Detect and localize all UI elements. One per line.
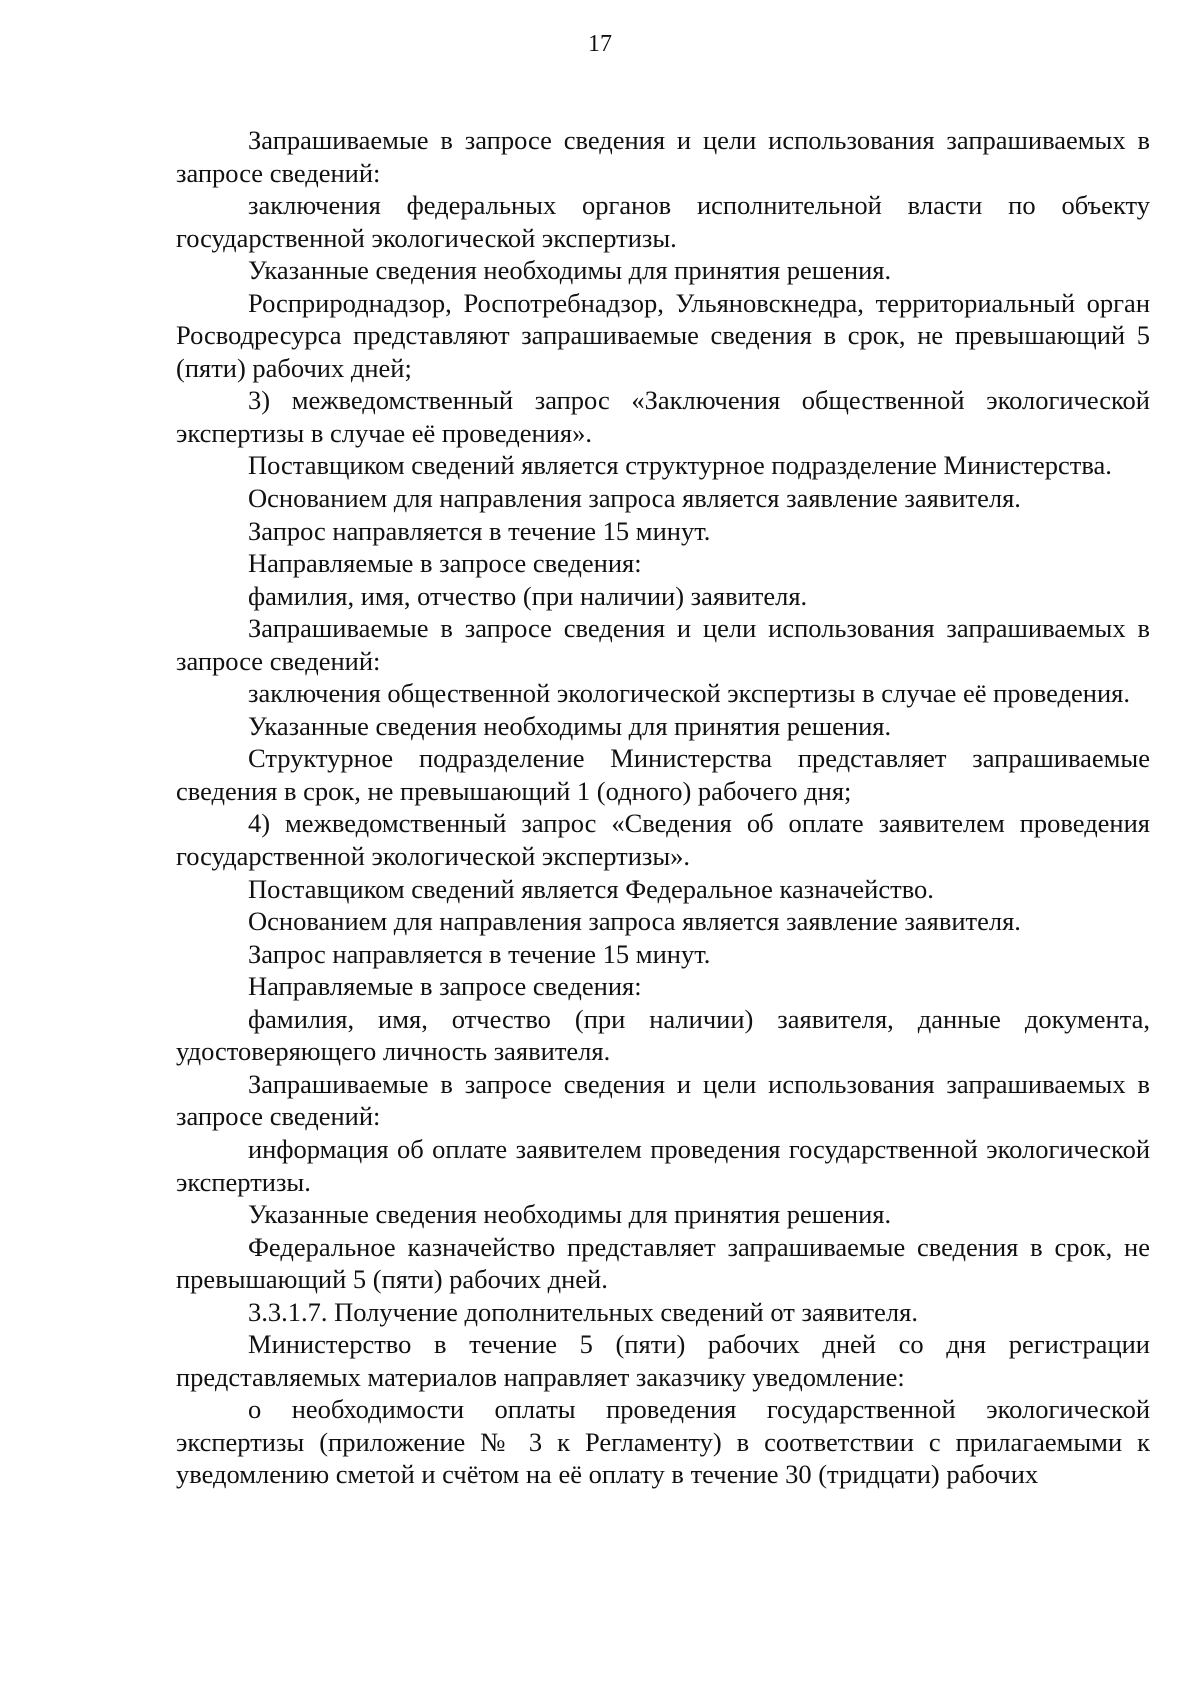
paragraph: Указанные сведения необходимы для принятия решения. <box>248 1199 892 1230</box>
document-body <box>176 124 1150 1491</box>
paragraph: 3.3.1.7. Получение дополнительных сведений от заявителя. <box>248 1296 918 1327</box>
paragraph: Поставщиком сведений является Федеральное казначейство. <box>248 873 934 904</box>
paragraph: Указанные сведения необходимы для принятия решения. <box>248 255 892 286</box>
paragraph: фамилия, имя, отчество (при наличии) заявителя. <box>248 580 808 611</box>
paragraph: заключения федеральных органов исполнительной власти по объекту государственной экологической экспертизы. <box>176 190 1150 253</box>
paragraph: Запрашиваемые в запросе сведения и цели использования запрашиваемых в запросе сведений: <box>176 1068 1150 1132</box>
paragraph: Указанные сведения необходимы для принятия решения. <box>248 710 892 741</box>
paragraph: Основанием для направления запроса является заявление заявителя. <box>248 483 1021 514</box>
paragraph: Запрашиваемые в запросе сведения и цели использования запрашиваемых в запросе сведений: <box>176 613 1150 676</box>
paragraph: Федеральное казначейство представляет запрашиваемые сведения в срок, не превышающий 5 (пяти) рабочих дней. <box>176 1231 1150 1295</box>
paragraph: фамилия, имя, отчество (при наличии) заявителя, данные документа, удостоверяющего личность заявителя. <box>176 1003 1150 1067</box>
paragraph: заключения общественной экологической экспертизы в случае её проведения. <box>248 678 1130 709</box>
paragraph: Министерство в течение 5 (пяти) рабочих дней со дня регистрации представляемых материалов направляет заказчику уведомление: <box>176 1329 1150 1392</box>
page-number: 17 <box>588 31 612 57</box>
paragraph: Направляемые в запросе сведения: <box>248 548 642 579</box>
paragraph: 4) межведомственный запрос «Сведения об оплате заявителем проведения государственной экологической экспертизы». <box>176 808 1150 872</box>
paragraph: Структурное подразделение Министерства представляет запрашиваемые сведения в срок, не превышающий 1 (одного) рабочего дня; <box>176 743 1150 806</box>
paragraph: Запрашиваемые в запросе сведения и цели использования запрашиваемых в запросе сведений: <box>176 125 1150 188</box>
paragraph: Направляемые в запросе сведения: <box>248 971 642 1002</box>
paragraph: Поставщиком сведений является структурное подразделение Министерства. <box>248 450 1112 481</box>
paragraph: Основанием для направления запроса является заявление заявителя. <box>248 906 1021 937</box>
paragraph: Запрос направляется в течение 15 минут. <box>248 515 711 546</box>
paragraph: Росприроднадзор, Роспотребнадзор, Ульяновскнедра, территориальный орган Росводресурса представляют запрашиваемые сведения в срок, не превышающий 5 (пяти) рабочих дней; <box>176 287 1150 383</box>
paragraph: информация об оплате заявителем проведения государственной экологической экспертизы. <box>176 1133 1150 1197</box>
paragraph: о необходимости оплаты проведения государственной экологической экспертизы (приложение № 3 к Регламенту) в соответствии с прилагаемыми к уведомлению сметой и счётом на её оплату в течение 30 (тридцати) рабочих <box>176 1394 1150 1490</box>
paragraph: 3) межведомственный запрос «Заключения общественной экологической экспертизы в случае её проведения». <box>176 385 1150 448</box>
paragraph: Запрос направляется в течение 15 минут. <box>248 938 711 969</box>
